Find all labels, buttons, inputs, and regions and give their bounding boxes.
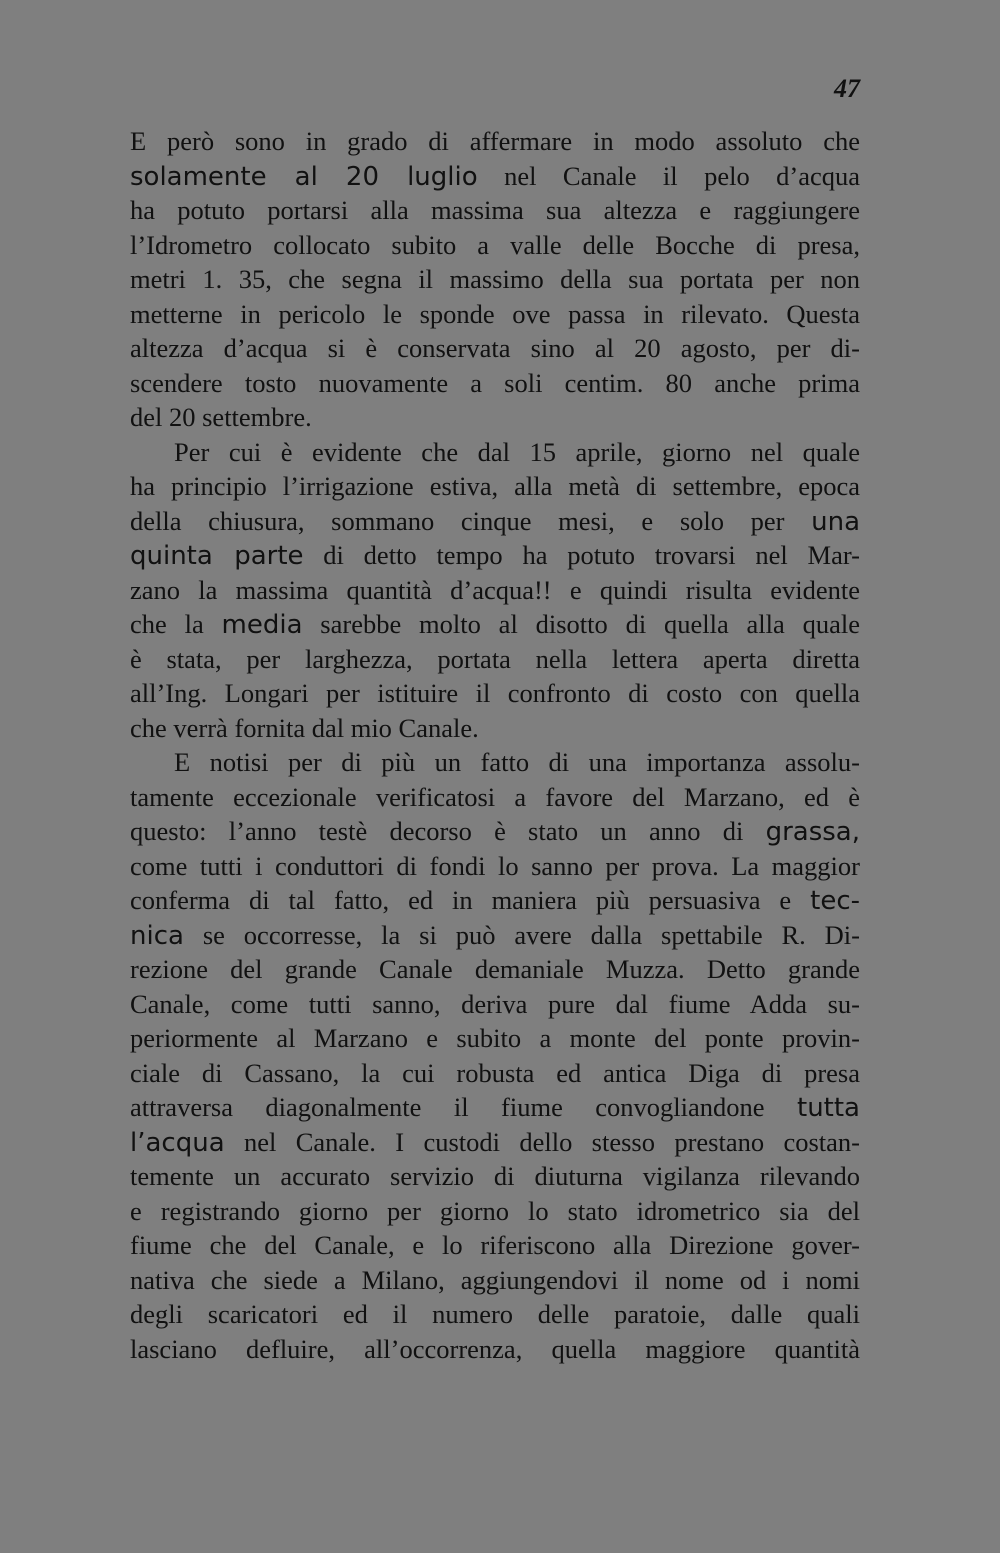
text-segment: di detto tempo ha potuto trovarsi nel Mar- [303,540,860,570]
text-segment: della chiusura, sommano cinque mesi, e solo per [130,505,812,536]
text-line [130,987,860,1022]
text-segment: all’Ing. Longari per istituire il confronto di costo con quella [130,678,860,708]
text-line [130,918,860,953]
text-line [130,504,860,539]
emphasized-text: quinta parte [130,541,304,571]
text-line [130,745,860,780]
text-line [130,573,860,608]
text-line [130,849,860,884]
text-segment: se occorresse, la si può avere dalla spettabile R. Di- [183,919,860,950]
text-line [130,400,860,435]
text-segment: tamente eccezionale verificatosi a favore del Marzano, ed è [130,781,860,812]
text-segment: questo: l’anno testè decorso è stato un anno di [130,816,766,846]
text-line [130,952,860,987]
text-line [130,711,860,746]
text-line [130,1194,860,1229]
emphasized-text: una [811,506,860,537]
text-segment: nel Canale. I custodi dello stesso prestano costan- [224,1126,860,1157]
text-segment: scendere tosto nuovamente a soli centim. 80 anche prima [130,367,860,398]
text-line [130,1159,860,1194]
text-segment: del 20 settembre. [130,402,312,432]
text-segment: nativa che siede a Milano, aggiungendovi il nome od i nomi [130,1264,860,1295]
text-line [130,538,860,573]
text-segment: fiume che del Canale, e lo riferiscono alla Direzione gover- [130,1230,860,1260]
text-segment: e registrando giorno per giorno lo stato idrometrico sia del [130,1195,860,1226]
text-segment: zano la massima quantità d’acqua!! e quindi risulta evidente [130,574,860,605]
text-segment: l’Idrometro collocato subito a valle delle Bocche di presa, [130,229,860,260]
text-line [130,814,860,849]
text-segment: nel Canale il pelo d’acqua [477,160,860,191]
page-number: 47 [834,74,860,103]
text-line [130,366,860,401]
text-line [130,883,860,918]
text-segment: E notisi per di più un fatto di una importanza assolu- [174,747,860,777]
text-line [130,228,860,263]
text-line [130,469,860,504]
text-line [130,159,860,194]
emphasized-text: l’acqua [130,1127,225,1158]
text-line [130,676,860,711]
text-line [130,124,860,159]
text-line [130,642,860,677]
text-segment: Per cui è evidente che dal 15 aprile, giorno nel quale [174,436,860,467]
body-text [130,124,860,1366]
text-line [130,780,860,815]
text-segment: attraversa diagonalmente il fiume convogliandone [130,1092,797,1122]
text-segment: metri 1. 35, che segna il massimo della sua portata per non [130,264,860,294]
text-segment: lasciano defluire, all’occorrenza, quella maggiore quantità [130,1333,860,1364]
text-segment: metterne in pericolo le sponde ove passa in rilevato. Questa [130,298,860,329]
text-segment: altezza d’acqua si è conservata sino al 20 agosto, per di- [130,333,860,363]
text-segment: E però sono in grado di affermare in modo assoluto che [130,126,860,156]
text-segment: che la [130,609,222,639]
text-line [130,1332,860,1367]
emphasized-text: tutta [797,1093,860,1123]
text-segment: degli scaricatori ed il numero delle paratoie, dalle quali [130,1299,860,1329]
text-segment: Canale, come tutti sanno, deriva pure dal fiume Adda su- [130,988,860,1019]
text-line [130,435,860,470]
text-segment: sarebbe molto al disotto di quella alla quale [302,609,860,639]
text-segment: conferma di tal fatto, ed in maniera più persuasiva e [130,885,811,915]
text-line [130,1263,860,1298]
text-line [130,262,860,297]
text-line [130,1021,860,1056]
text-segment: che verrà fornita dal mio Canale. [130,712,479,743]
text-line [130,607,860,642]
text-segment: ha potuto portarsi alla massima sua altezza e raggiungere [130,195,860,225]
emphasized-text: media [221,610,303,640]
emphasized-text: tec- [810,886,860,916]
text-segment: temente un accurato servizio di diuturna vigilanza rilevando [130,1161,860,1191]
text-line [130,297,860,332]
text-segment: come tutti i conduttori di fondi lo sanno per prova. La maggior [130,850,860,881]
text-segment: ciale di Cassano, la cui robusta ed antica Diga di presa [130,1057,860,1088]
emphasized-text: grassa, [765,817,860,847]
text-line [130,1297,860,1332]
text-line [130,1090,860,1125]
text-line [130,193,860,228]
text-line [130,1228,860,1263]
text-line [130,1125,860,1160]
text-segment: ha principio l’irrigazione estiva, alla metà di settembre, epoca [130,471,860,501]
text-segment: rezione del grande Canale demaniale Muzza. Detto grande [130,954,860,984]
text-line [130,1056,860,1091]
emphasized-text: nica [130,920,184,951]
text-segment: è stata, per larghezza, portata nella lettera aperta diretta [130,643,860,674]
emphasized-text: solamente al 20 luglio [130,161,478,192]
text-segment: periormente al Marzano e subito a monte del ponte provin- [130,1023,860,1053]
text-line [130,331,860,366]
